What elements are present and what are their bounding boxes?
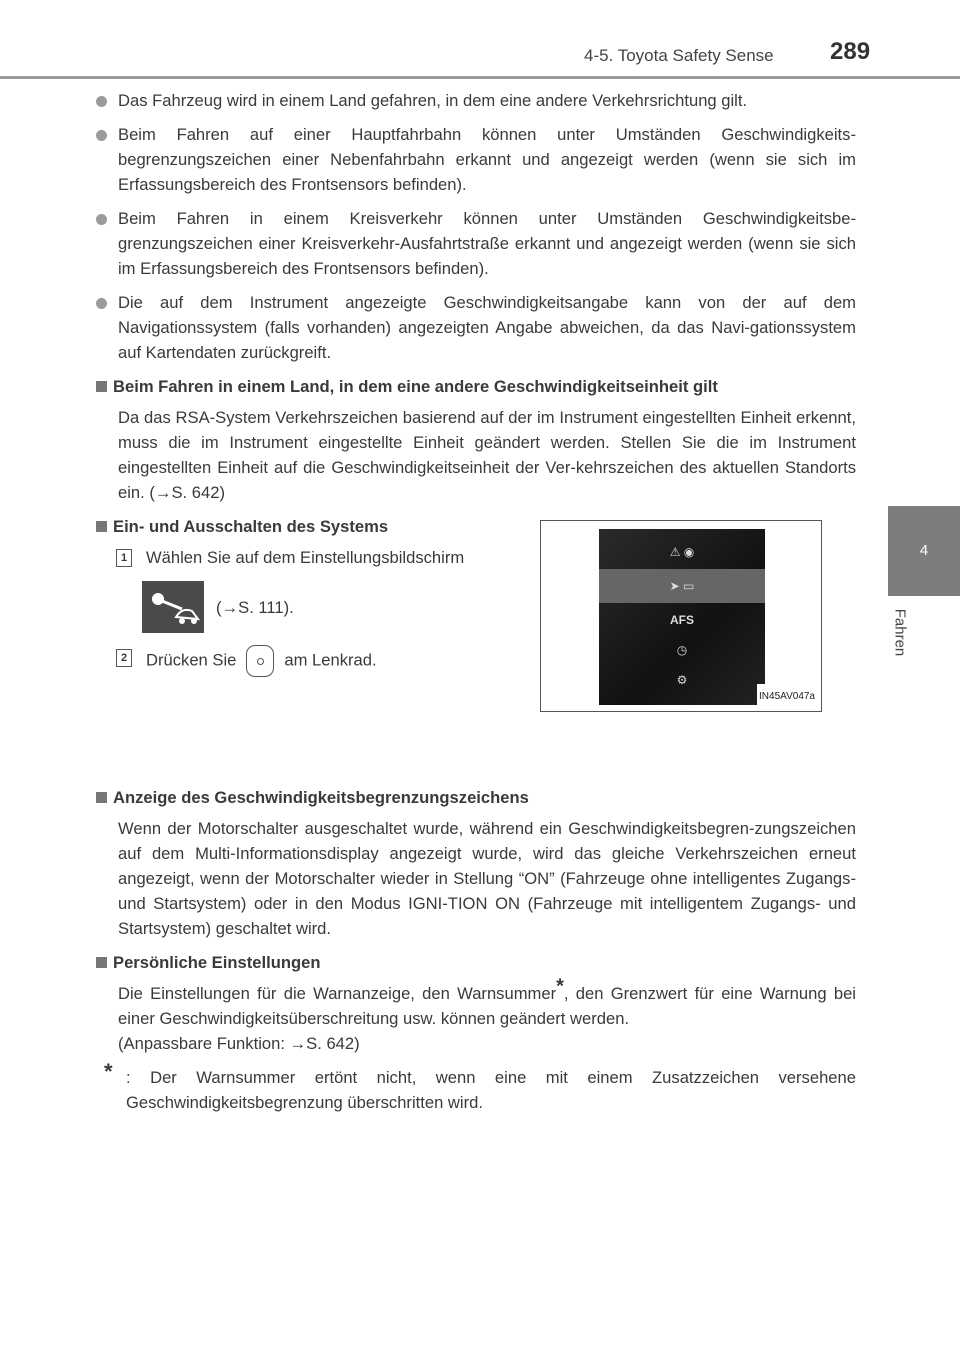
heading-text: Persönliche Einstellungen xyxy=(113,953,321,972)
section-title: 4-5. Toyota Safety Sense xyxy=(584,46,774,65)
page-number: 289 xyxy=(830,38,871,65)
asterisk-mark: * xyxy=(556,975,564,998)
section-heading xyxy=(96,374,856,399)
settings-screen xyxy=(599,529,765,705)
step2-text-b: am Lenkrad. xyxy=(284,650,377,670)
step-number: 2 xyxy=(116,649,132,667)
screen-row-gear-icon: ⚙ xyxy=(676,673,688,687)
bullet-item xyxy=(96,122,856,197)
bullet-dot-icon xyxy=(96,130,107,141)
heading-square-icon xyxy=(96,792,107,803)
heading-square-icon xyxy=(96,957,107,968)
footnote-star: * xyxy=(104,1059,113,1084)
section-text xyxy=(96,975,856,1031)
personal-text-a: Die Einstellungen für die Warnanzeige, den Warnsummer xyxy=(118,984,557,1003)
bullet-dot-icon xyxy=(96,214,107,225)
heading-text: Ein- und Ausschalten des Systems xyxy=(113,517,389,536)
bullet-text: Beim Fahren auf einer Hauptfahrbahn können unter Umständen Geschwindigkeits-begrenzungszeichen einer Nebenfahrbahn erkannt und angezeigt werden (wenn sie sich im Erfassungsbereich des Frontsensors befinden). xyxy=(118,125,856,194)
screen-row-icon: ⚠ ◉ xyxy=(669,545,695,559)
section-text: (Anpassbare Funktion: →S. 642) xyxy=(118,1034,360,1053)
footnote-text: : Der Warnsummer ertönt nicht, wenn eine mit einem Zusatzzeichen versehene Geschwindigkeitsbegrenzung überschritten wird. xyxy=(126,1068,856,1112)
steps-block xyxy=(96,545,856,777)
page-content xyxy=(96,88,856,1115)
bullet-text: Die auf dem Instrument angezeigte Geschwindigkeitsangabe kann von der auf dem Navigationssystem (falls vorhanden) angezeigten Angabe abweichen, da das Navi-gationssystem auf Kartendaten zurückgreift. xyxy=(118,293,856,362)
chapter-tab: 4 xyxy=(888,506,960,596)
step1-text: Wählen Sie auf dem Einstellungsbildschirm xyxy=(146,548,465,567)
section-heading xyxy=(96,785,856,810)
step-number: 1 xyxy=(116,549,132,567)
footnote xyxy=(96,1059,856,1115)
heading-text: Anzeige des Geschwindigkeitsbegrenzungszeichens xyxy=(113,788,529,807)
chapter-label xyxy=(891,600,924,670)
heading-square-icon xyxy=(96,521,107,532)
vehicle-sign-icon xyxy=(142,581,204,633)
display-photo xyxy=(540,520,822,712)
bullet-item xyxy=(96,88,856,113)
steering-button-icon xyxy=(246,645,274,677)
bullet-item xyxy=(96,290,856,365)
bullet-text: Das Fahrzeug wird in einem Land gefahren, in dem eine andere Verkehrsrichtung gilt. xyxy=(118,91,748,110)
bullet-dot-icon xyxy=(96,298,107,309)
heading-text: Beim Fahren in einem Land, in dem eine andere Geschwindigkeitseinheit gilt xyxy=(113,377,718,396)
step2-text-a: Drücken Sie xyxy=(146,650,237,670)
heading-square-icon xyxy=(96,381,107,392)
section-text: Wenn der Motorschalter ausgeschaltet wurde, während ein Geschwindigkeitsbegren-zungszeichen auf dem Multi-Informationsdisplay angezeigt wurde, wird das gleiche Verkehrszeichen erneut angezeigt, wenn der Motorschalter wieder in Stellung “ON” (Fahrzeuge ohne intelligentes Zugangs- und Startsystem) oder in den Modus IGNI-TION ON (Fahrzeuge mit intelligentem Zugangs- und Startsystem) geschaltet wird. xyxy=(118,819,856,938)
image-caption: IN45AV047a xyxy=(757,684,817,709)
page-header xyxy=(0,0,960,80)
bullet-dot-icon xyxy=(96,96,107,107)
screen-row-clock-icon: ◷ xyxy=(676,643,688,657)
bullet-item xyxy=(96,206,856,281)
chapter-label-text: Fahren xyxy=(891,608,909,657)
header-rule xyxy=(0,76,960,79)
step1-ref: (→S. 111). xyxy=(216,598,294,617)
screen-row-selected: ➤ ▭ xyxy=(599,569,765,603)
screen-row-afs: AFS xyxy=(670,613,694,627)
personal-text-b: , den Grenzwert für eine Warnung bei einer Geschwindigkeitsüberschreitung usw. können geändert werden. xyxy=(118,984,856,1028)
step2-text xyxy=(146,645,377,677)
section-text: Da das RSA-System Verkehrszeichen basierend auf der im Instrument eingestellten Einheit erkennt, muss die im Instrument eingestellte Einheit geändert werden. Stellen Sie die im Instrument eingestellten Einheit auf die Geschwindigkeitseinheit der Ver-kehrszeichen des aktuellen Standorts ein. (→S. 642) xyxy=(118,408,856,502)
section-heading xyxy=(96,950,856,975)
bullet-text: Beim Fahren in einem Kreisverkehr können unter Umständen Geschwindigkeitsbe-grenzungszeichen einer Kreisverkehr-Ausfahrtstraße erkannt und angezeigt werden (wenn sie sich im Erfassungsbereich des Frontsensors befinden). xyxy=(118,209,856,278)
